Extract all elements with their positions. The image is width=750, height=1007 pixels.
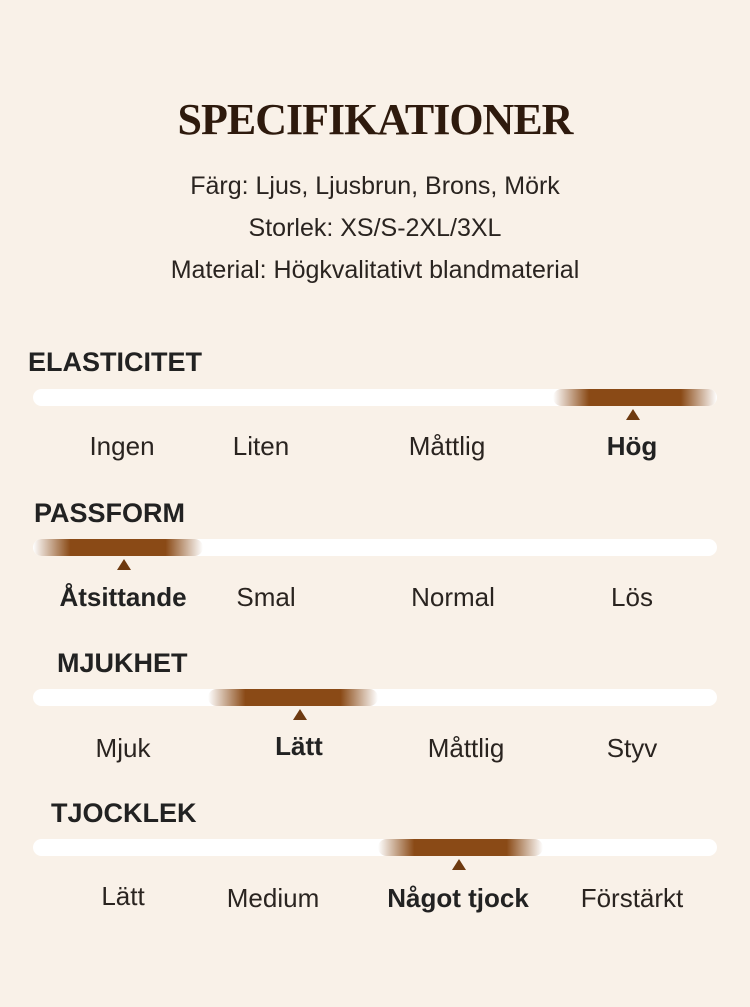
section-label: TJOCKLEK <box>51 798 197 828</box>
page-title: SPECIFIKATIONER <box>177 95 573 144</box>
scale-option: Åtsittande <box>59 582 187 612</box>
scale-option: Lätt <box>275 731 323 761</box>
scale-fill <box>378 839 543 856</box>
section-label: PASSFORM <box>34 498 186 528</box>
scale-option: Normal <box>411 582 495 612</box>
scale-option: Hög <box>606 431 658 461</box>
scale-option: Ingen <box>89 431 155 461</box>
scale-option: Medium <box>226 883 320 913</box>
scale-option: Styv <box>606 733 658 763</box>
scale-fill <box>553 389 717 406</box>
spec-size: Storlek: XS/S-2XL/3XL <box>248 214 502 242</box>
scale-option: Lätt <box>101 881 145 911</box>
spec-color: Färg: Ljus, Ljusbrun, Brons, Mörk <box>190 172 560 200</box>
scale-track <box>33 839 717 856</box>
scale-marker <box>117 559 131 570</box>
scale-track <box>33 689 717 706</box>
scale-option: Lös <box>611 582 653 612</box>
scale-marker <box>626 409 640 420</box>
section-label: ELASTICITET <box>28 347 202 377</box>
scale-option: Något tjock <box>387 883 529 913</box>
scale-option: Liten <box>232 431 290 461</box>
scale-marker <box>293 709 307 720</box>
scale-track <box>33 539 717 556</box>
scale-option: Förstärkt <box>580 883 684 913</box>
section-label: MJUKHET <box>57 648 188 678</box>
spec-material: Material: Högkvalitativt blandmaterial <box>170 256 580 284</box>
scale-option: Smal <box>236 582 296 612</box>
scale-option: Måttlig <box>427 733 505 763</box>
scale-fill <box>33 539 203 556</box>
scale-option: Mjuk <box>95 733 151 763</box>
scale-track <box>33 389 717 406</box>
scale-marker <box>452 859 466 870</box>
scale-option: Måttlig <box>408 431 486 461</box>
scale-fill <box>208 689 378 706</box>
